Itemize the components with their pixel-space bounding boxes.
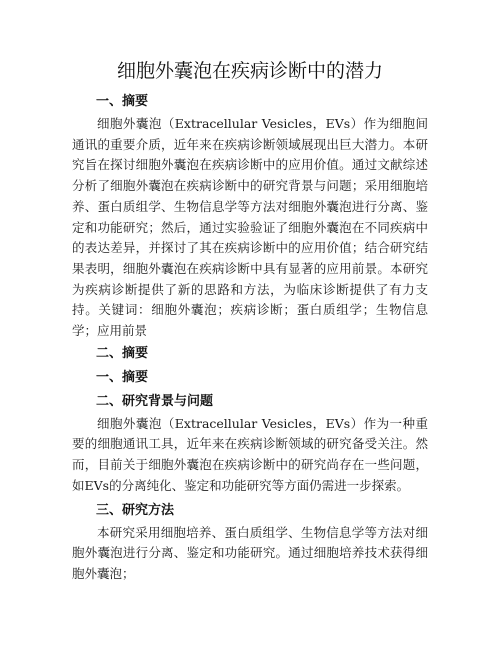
abstract-paragraph: 细胞外囊泡（Extracellular Vesicles，EVs）作为细胞间通讯的重要介质，近年来在疾病诊断领域展现出巨大潜力。本研究旨在探讨细胞外囊泡在疾病诊断中的应用价值。通过文献综述分析了细胞外囊泡在疾病诊断中的研究背景与问题；采用细胞培养、蛋白质组学、生物信息学等方法对细胞外囊泡进行分离、鉴定和功能研究；然后，通过实验验证了细胞外囊泡在不同疾病中的表达差异，并探讨了其在疾病诊断中的应用价值；结合研究结果表明，细胞外囊泡在疾病诊断中具有显著的应用前景。本研究为疾病诊断提供了新的思路和方法，为临床诊断提供了有力支持。关键词：细胞外囊泡；疾病诊断；蛋白质组学；生物信息学；应用前景 bbox=[72, 116, 428, 339]
background-paragraph: 细胞外囊泡（Extracellular Vesicles，EVs）作为一种重要的细胞通讯工具，近年来在疾病诊断领域的研究备受关注。然而，目前关于细胞外囊泡在疾病诊断中的研究尚存在一些问题，如EVs的分离纯化、鉴定和功能研究等方面仍需进一步探索。 bbox=[72, 415, 428, 493]
section-heading-abstract-repeat-2: 一、摘要 bbox=[96, 369, 149, 385]
methods-paragraph: 本研究采用细胞培养、蛋白质组学、生物信息学等方法对细胞外囊泡进行分离、鉴定和功能研究。通过细胞培养技术获得细胞外囊泡； bbox=[72, 524, 428, 581]
document-body bbox=[72, 92, 428, 585]
section-heading-methods: 三、研究方法 bbox=[96, 502, 175, 518]
document-title: 细胞外囊泡在疾病诊断中的潜力 bbox=[116, 60, 383, 82]
section-heading-abstract-repeat: 二、摘要 bbox=[96, 345, 149, 361]
section-heading-abstract: 一、摘要 bbox=[96, 94, 149, 109]
section-heading-background: 二、研究背景与问题 bbox=[96, 393, 214, 409]
